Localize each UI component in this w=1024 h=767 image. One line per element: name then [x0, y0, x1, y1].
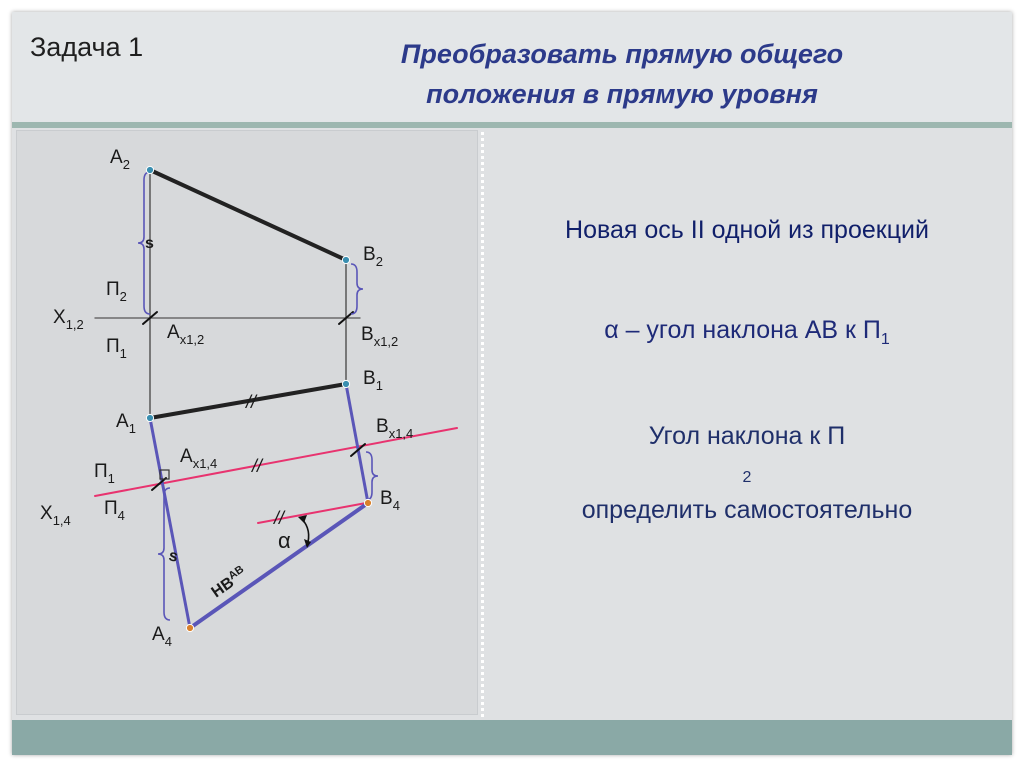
note-new-axis: Новая ось II одной из проекций — [565, 216, 929, 244]
label-pi1-upper: $П_1$ — [106, 336, 127, 361]
alpha-subscript: 1 — [880, 331, 890, 348]
label-x14: $X_{1,4}$ — [40, 503, 71, 528]
task-label: Задача 1 — [30, 32, 144, 62]
angle2-text: Угол наклона к П — [648, 422, 846, 450]
label-b2: $B_2$ — [363, 244, 383, 269]
title-line-2: положения в прямую уровня — [426, 79, 818, 109]
label-b4: $B_4$ — [380, 488, 400, 513]
label-pi1-lower: $П_1$ — [94, 461, 115, 486]
point-b1 — [342, 380, 349, 387]
projection-diagram — [12, 12, 1012, 755]
label-x12: $X_{1,2}$ — [53, 307, 84, 332]
label-ax12: $A_{x1,2}$ — [167, 322, 205, 347]
label-s-upper: s — [145, 235, 154, 252]
label-ax14: $A_{x1,4}$ — [180, 446, 218, 471]
label-true-length: $НВ^{AB}$ — [208, 563, 247, 602]
alpha-symbol: α — [604, 316, 619, 344]
label-a4: $A_4$ — [152, 624, 172, 649]
label-pi2-upper: $П_2$ — [106, 279, 127, 304]
label-s-lower: s — [167, 547, 180, 566]
alpha-text: – угол наклона АВ к П — [618, 316, 881, 344]
label-bx14: $B_{x1,4}$ — [376, 416, 414, 441]
slide — [12, 12, 1012, 755]
label-b1: $B_1$ — [363, 368, 383, 393]
parallel-mark-b4: // — [274, 508, 285, 528]
point-a4 — [186, 624, 193, 631]
angle2-subscript: 2 — [742, 469, 752, 486]
point-b4 — [364, 499, 371, 506]
label-alpha: α — [278, 528, 291, 553]
brace-b-lower — [366, 452, 378, 500]
label-bx12: $B_{x1,2}$ — [361, 324, 399, 349]
label-pi4: $П_4$ — [104, 498, 125, 523]
label-a2: $A_2$ — [110, 147, 130, 172]
title-line-1: Преобразовать прямую общего — [400, 39, 844, 69]
segment-a2b2 — [150, 170, 346, 260]
parallel-mark-a1b1: // — [246, 392, 257, 412]
point-a1 — [146, 414, 153, 421]
point-a2 — [146, 166, 153, 173]
parallel-mark-axis: // — [252, 456, 263, 476]
label-a1: $A_1$ — [116, 411, 136, 436]
brace-b-upper — [351, 264, 363, 314]
point-b2 — [342, 256, 349, 263]
angle2-line-2: определить самостоятельно — [581, 496, 913, 524]
